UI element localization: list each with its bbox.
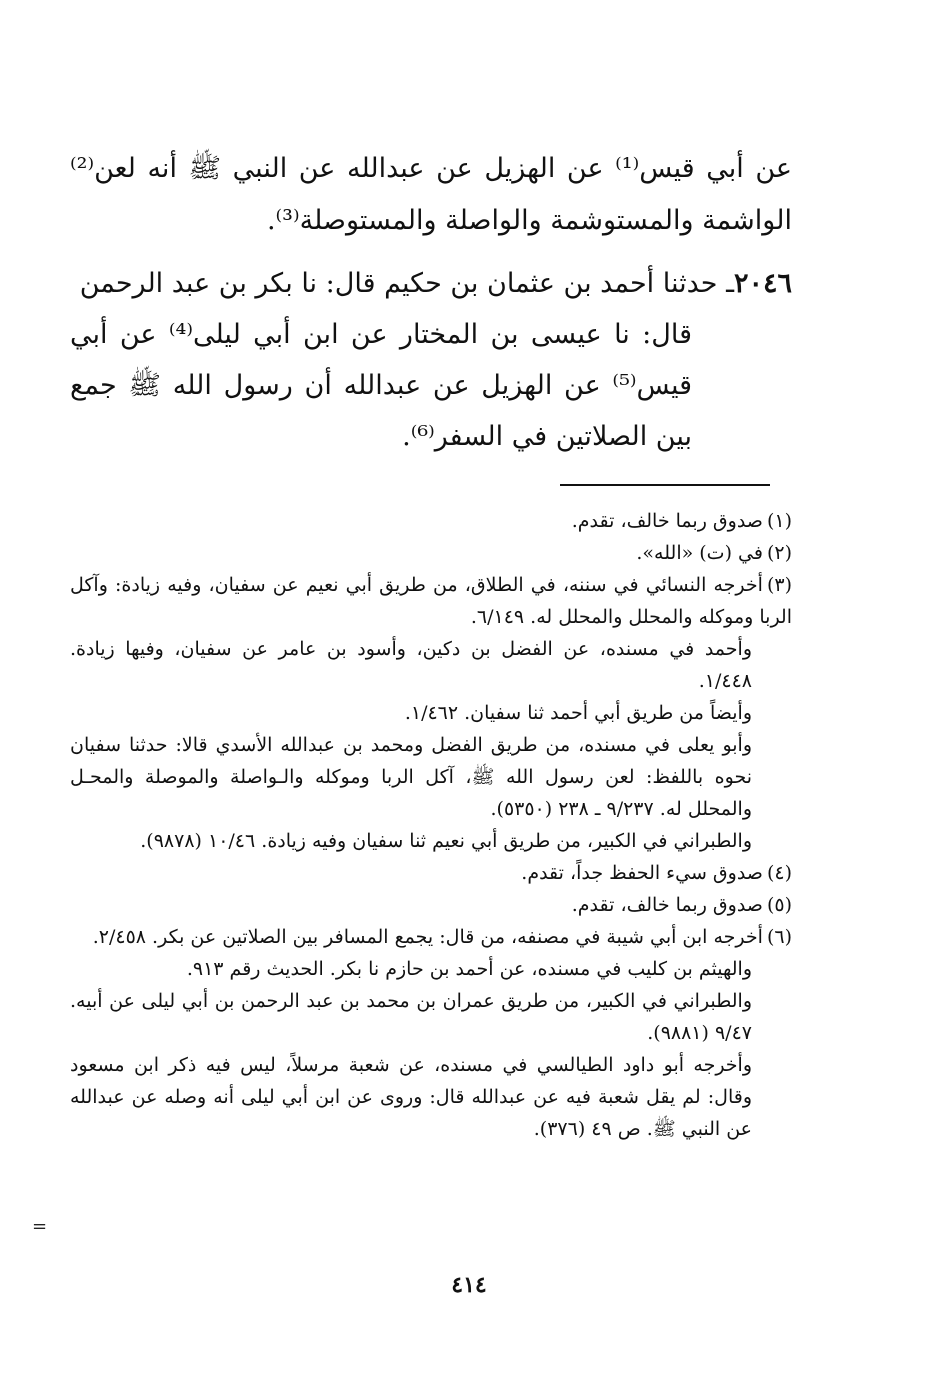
footnote-text: صدوق سيء الحفظ جداً، تقدم.	[521, 862, 763, 884]
footnote-6-tayalisi: وأخرجه أبو داود الطيالسي في مسنده، عن شعبة مرسلاً، ليس فيه ذكر ابن مسعود وقال: لم يقل شعبة فيه عن عبدالله قال: وروى عن ابن أبي ليلى أنه وصله عن عبدالله عن النبي ﷺ. ص ٤٩ (٣٧٦).	[70, 1054, 752, 1140]
footnote-separator	[560, 484, 770, 486]
footnote-3-abu-yala: وأبو يعلى في مسنده، من طريق الفضل ومحمد بن عبدالله الأسدي قالا: حدثنا سفيان نحوه باللفظ: لعن رسول الله ﷺ، آكل الربا وموكله والـواصلة والموصلة والمحـل والمحلل له. ٩/٢٣٧ ـ ٢٣٨ (٥٣٥٠).	[70, 734, 752, 820]
footnote-mark: (١)	[766, 510, 792, 532]
footnote-6-tabarani: والطبراني في الكبير، من طريق عمران بن محمد بن عبد الرحمن بن أبي ليلى عن أبيه. ٩/٤٧ (٩٨٨١).	[70, 990, 752, 1044]
footnote-mark: (٢)	[766, 542, 792, 564]
footnote-3-ahmad-2: وأيضاً من طريق أبي أحمد ثنا سفيان. ١/٤٦٢.	[404, 702, 752, 724]
footnote-4	[70, 857, 792, 889]
footnote-3-ahmad: وأحمد في مسنده، عن الفضل بن دكين، وأسود بن عامر عن سفيان، وفيها زيادة. ١/٤٤٨.	[70, 638, 752, 692]
footnote-text: أخرجه النسائي في سننه، في الطلاق، من طريق أبي نعيم عن سفيان، وفيه زيادة: وآكل الربا وموكله والمحلل والمحلل له. ٦/١٤٩.	[70, 574, 792, 628]
footnote-text: صدوق ربما خالف، تقدم.	[571, 894, 763, 916]
hadith-number: ٢٠٤٦	[733, 268, 792, 299]
footnote-text: في (ت) «الله».	[636, 542, 763, 564]
footnote-2	[70, 537, 792, 569]
footnote-mark: (٤)	[766, 862, 792, 884]
main-paragraph-1: عن أبي قيس⁽¹⁾ عن الهزيل عن عبدالله عن النبي ﷺ أنه لعن⁽²⁾ الواشمة والمستوشمة والواصلة والمستوصلة⁽³⁾.	[70, 153, 792, 236]
page-number: ٤١٤	[451, 1272, 487, 1298]
hadith-continuation: قال: نا عيسى بن المختار عن ابن أبي ليلى⁽⁴⁾ عن أبي قيس⁽⁵⁾ عن الهزيل عن عبدالله أن رسول الله ﷺ جمع بين الصلاتين في السفر⁽⁶⁾.	[70, 319, 693, 452]
hadith-first-line: ـ حدثنا أحمد بن عثمان بن حكيم قال: نا بكر بن عبد الرحمن	[79, 268, 734, 299]
margin-mark: =	[32, 1216, 48, 1237]
footnote-text: صدوق ربما خالف، تقدم.	[571, 510, 763, 532]
footnotes	[70, 505, 792, 1145]
footnote-mark: (٦)	[766, 926, 792, 948]
main-paragraph-2	[70, 258, 792, 462]
footnote-mark: (٥)	[766, 894, 792, 916]
footnote-5	[70, 889, 792, 921]
footnote-3	[70, 569, 792, 633]
footnote-mark: (٣)	[766, 574, 792, 596]
footnote-6-haytham: والهيثم بن كليب في مسنده، عن أحمد بن حازم نا بكر. الحديث رقم ٩١٣.	[186, 958, 752, 980]
footnote-text: أخرجه ابن أبي شيبة في مصنفه، من قال: يجمع المسافر بين الصلاتين عن بكر. ٢/٤٥٨.	[92, 926, 763, 948]
footnote-6	[70, 921, 792, 953]
footnote-3-tabarani: والطبراني في الكبير، من طريق أبي نعيم ثنا سفيان وفيه زيادة. ١٠/٤٦ (٩٨٧٨).	[140, 830, 752, 852]
footnote-1	[70, 505, 792, 537]
